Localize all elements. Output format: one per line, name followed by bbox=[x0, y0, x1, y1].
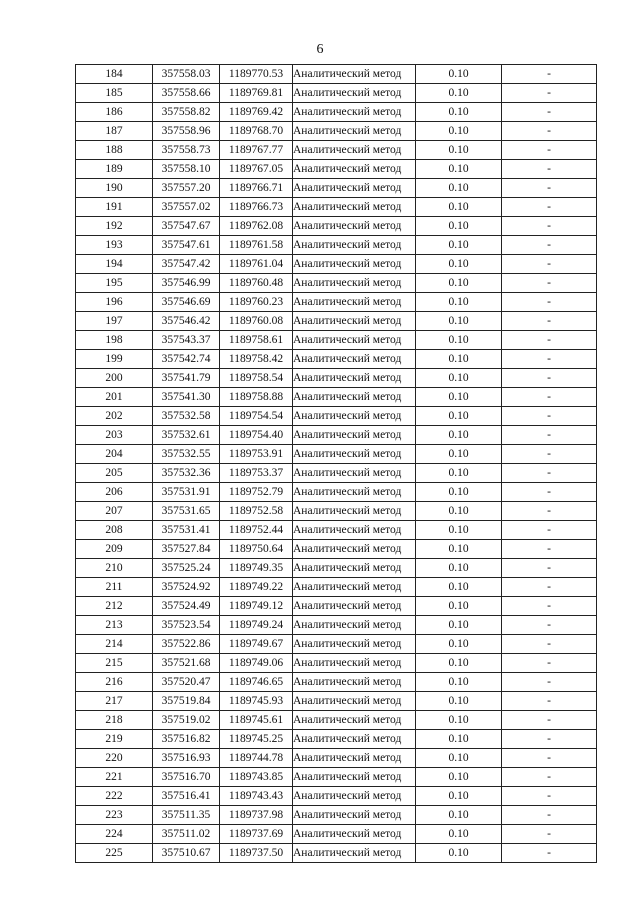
x-coordinate-cell: 357558.10 bbox=[153, 160, 220, 179]
accuracy-cell: 0.10 bbox=[416, 483, 502, 502]
x-coordinate-cell: 357523.54 bbox=[153, 616, 220, 635]
method-cell: Аналитический метод bbox=[293, 407, 416, 426]
method-cell: Аналитический метод bbox=[293, 844, 416, 863]
point-number-cell: 215 bbox=[76, 654, 153, 673]
table-row bbox=[76, 426, 597, 445]
method-cell: Аналитический метод bbox=[293, 122, 416, 141]
accuracy-cell: 0.10 bbox=[416, 711, 502, 730]
note-cell: - bbox=[502, 483, 597, 502]
point-number-cell: 223 bbox=[76, 806, 153, 825]
table-row bbox=[76, 293, 597, 312]
point-number-cell: 207 bbox=[76, 502, 153, 521]
table-row bbox=[76, 825, 597, 844]
x-coordinate-cell: 357546.42 bbox=[153, 312, 220, 331]
x-coordinate-cell: 357516.93 bbox=[153, 749, 220, 768]
method-cell: Аналитический метод bbox=[293, 445, 416, 464]
method-cell: Аналитический метод bbox=[293, 768, 416, 787]
accuracy-cell: 0.10 bbox=[416, 350, 502, 369]
note-cell: - bbox=[502, 559, 597, 578]
y-coordinate-cell: 1189760.48 bbox=[220, 274, 293, 293]
accuracy-cell: 0.10 bbox=[416, 426, 502, 445]
table-row bbox=[76, 521, 597, 540]
accuracy-cell: 0.10 bbox=[416, 255, 502, 274]
method-cell: Аналитический метод bbox=[293, 635, 416, 654]
method-cell: Аналитический метод bbox=[293, 597, 416, 616]
method-cell: Аналитический метод bbox=[293, 559, 416, 578]
point-number-cell: 220 bbox=[76, 749, 153, 768]
accuracy-cell: 0.10 bbox=[416, 749, 502, 768]
accuracy-cell: 0.10 bbox=[416, 768, 502, 787]
note-cell: - bbox=[502, 825, 597, 844]
y-coordinate-cell: 1189737.50 bbox=[220, 844, 293, 863]
table-row bbox=[76, 578, 597, 597]
y-coordinate-cell: 1189758.54 bbox=[220, 369, 293, 388]
point-number-cell: 212 bbox=[76, 597, 153, 616]
y-coordinate-cell: 1189737.98 bbox=[220, 806, 293, 825]
point-number-cell: 213 bbox=[76, 616, 153, 635]
point-number-cell: 192 bbox=[76, 217, 153, 236]
method-cell: Аналитический метод bbox=[293, 787, 416, 806]
point-number-cell: 201 bbox=[76, 388, 153, 407]
accuracy-cell: 0.10 bbox=[416, 635, 502, 654]
accuracy-cell: 0.10 bbox=[416, 787, 502, 806]
note-cell: - bbox=[502, 426, 597, 445]
y-coordinate-cell: 1189770.53 bbox=[220, 65, 293, 84]
y-coordinate-cell: 1189767.77 bbox=[220, 141, 293, 160]
method-cell: Аналитический метод bbox=[293, 502, 416, 521]
method-cell: Аналитический метод bbox=[293, 255, 416, 274]
point-number-cell: 196 bbox=[76, 293, 153, 312]
method-cell: Аналитический метод bbox=[293, 426, 416, 445]
table-row bbox=[76, 369, 597, 388]
point-number-cell: 188 bbox=[76, 141, 153, 160]
accuracy-cell: 0.10 bbox=[416, 141, 502, 160]
point-number-cell: 202 bbox=[76, 407, 153, 426]
point-number-cell: 194 bbox=[76, 255, 153, 274]
y-coordinate-cell: 1189749.06 bbox=[220, 654, 293, 673]
accuracy-cell: 0.10 bbox=[416, 806, 502, 825]
table-row bbox=[76, 597, 597, 616]
y-coordinate-cell: 1189754.54 bbox=[220, 407, 293, 426]
table-row bbox=[76, 635, 597, 654]
note-cell: - bbox=[502, 407, 597, 426]
table-row bbox=[76, 103, 597, 122]
table-row bbox=[76, 654, 597, 673]
x-coordinate-cell: 357511.02 bbox=[153, 825, 220, 844]
method-cell: Аналитический метод bbox=[293, 749, 416, 768]
y-coordinate-cell: 1189766.73 bbox=[220, 198, 293, 217]
x-coordinate-cell: 357558.82 bbox=[153, 103, 220, 122]
y-coordinate-cell: 1189761.58 bbox=[220, 236, 293, 255]
table-row bbox=[76, 350, 597, 369]
table-row bbox=[76, 160, 597, 179]
x-coordinate-cell: 357532.61 bbox=[153, 426, 220, 445]
note-cell: - bbox=[502, 844, 597, 863]
point-number-cell: 187 bbox=[76, 122, 153, 141]
y-coordinate-cell: 1189768.70 bbox=[220, 122, 293, 141]
x-coordinate-cell: 357558.03 bbox=[153, 65, 220, 84]
note-cell: - bbox=[502, 198, 597, 217]
point-number-cell: 199 bbox=[76, 350, 153, 369]
accuracy-cell: 0.10 bbox=[416, 616, 502, 635]
x-coordinate-cell: 357527.84 bbox=[153, 540, 220, 559]
note-cell: - bbox=[502, 730, 597, 749]
note-cell: - bbox=[502, 578, 597, 597]
note-cell: - bbox=[502, 274, 597, 293]
method-cell: Аналитический метод bbox=[293, 711, 416, 730]
y-coordinate-cell: 1189769.81 bbox=[220, 84, 293, 103]
table-row bbox=[76, 179, 597, 198]
x-coordinate-cell: 357531.65 bbox=[153, 502, 220, 521]
note-cell: - bbox=[502, 464, 597, 483]
accuracy-cell: 0.10 bbox=[416, 464, 502, 483]
x-coordinate-cell: 357558.73 bbox=[153, 141, 220, 160]
y-coordinate-cell: 1189749.12 bbox=[220, 597, 293, 616]
accuracy-cell: 0.10 bbox=[416, 540, 502, 559]
method-cell: Аналитический метод bbox=[293, 236, 416, 255]
method-cell: Аналитический метод bbox=[293, 350, 416, 369]
note-cell: - bbox=[502, 65, 597, 84]
note-cell: - bbox=[502, 103, 597, 122]
y-coordinate-cell: 1189752.44 bbox=[220, 521, 293, 540]
point-number-cell: 219 bbox=[76, 730, 153, 749]
table-row bbox=[76, 236, 597, 255]
table-row bbox=[76, 407, 597, 426]
point-number-cell: 211 bbox=[76, 578, 153, 597]
method-cell: Аналитический метод bbox=[293, 160, 416, 179]
note-cell: - bbox=[502, 654, 597, 673]
accuracy-cell: 0.10 bbox=[416, 502, 502, 521]
x-coordinate-cell: 357546.69 bbox=[153, 293, 220, 312]
x-coordinate-cell: 357547.42 bbox=[153, 255, 220, 274]
x-coordinate-cell: 357511.35 bbox=[153, 806, 220, 825]
point-number-cell: 216 bbox=[76, 673, 153, 692]
accuracy-cell: 0.10 bbox=[416, 730, 502, 749]
point-number-cell: 214 bbox=[76, 635, 153, 654]
x-coordinate-cell: 357516.82 bbox=[153, 730, 220, 749]
method-cell: Аналитический метод bbox=[293, 198, 416, 217]
note-cell: - bbox=[502, 255, 597, 274]
accuracy-cell: 0.10 bbox=[416, 844, 502, 863]
point-number-cell: 205 bbox=[76, 464, 153, 483]
y-coordinate-cell: 1189766.71 bbox=[220, 179, 293, 198]
point-number-cell: 203 bbox=[76, 426, 153, 445]
accuracy-cell: 0.10 bbox=[416, 692, 502, 711]
y-coordinate-cell: 1189749.67 bbox=[220, 635, 293, 654]
note-cell: - bbox=[502, 445, 597, 464]
y-coordinate-cell: 1189749.35 bbox=[220, 559, 293, 578]
accuracy-cell: 0.10 bbox=[416, 597, 502, 616]
x-coordinate-cell: 357521.68 bbox=[153, 654, 220, 673]
note-cell: - bbox=[502, 521, 597, 540]
coordinates-table bbox=[75, 64, 597, 863]
accuracy-cell: 0.10 bbox=[416, 407, 502, 426]
note-cell: - bbox=[502, 312, 597, 331]
table-row bbox=[76, 331, 597, 350]
point-number-cell: 186 bbox=[76, 103, 153, 122]
table-row bbox=[76, 312, 597, 331]
y-coordinate-cell: 1189745.61 bbox=[220, 711, 293, 730]
method-cell: Аналитический метод bbox=[293, 369, 416, 388]
method-cell: Аналитический метод bbox=[293, 616, 416, 635]
y-coordinate-cell: 1189758.42 bbox=[220, 350, 293, 369]
accuracy-cell: 0.10 bbox=[416, 559, 502, 578]
accuracy-cell: 0.10 bbox=[416, 312, 502, 331]
note-cell: - bbox=[502, 806, 597, 825]
x-coordinate-cell: 357558.66 bbox=[153, 84, 220, 103]
point-number-cell: 193 bbox=[76, 236, 153, 255]
y-coordinate-cell: 1189749.22 bbox=[220, 578, 293, 597]
accuracy-cell: 0.10 bbox=[416, 274, 502, 293]
accuracy-cell: 0.10 bbox=[416, 84, 502, 103]
accuracy-cell: 0.10 bbox=[416, 236, 502, 255]
x-coordinate-cell: 357531.91 bbox=[153, 483, 220, 502]
x-coordinate-cell: 357542.74 bbox=[153, 350, 220, 369]
note-cell: - bbox=[502, 369, 597, 388]
table-row bbox=[76, 787, 597, 806]
y-coordinate-cell: 1189746.65 bbox=[220, 673, 293, 692]
note-cell: - bbox=[502, 616, 597, 635]
table-row bbox=[76, 673, 597, 692]
point-number-cell: 195 bbox=[76, 274, 153, 293]
table-row bbox=[76, 84, 597, 103]
table-row bbox=[76, 749, 597, 768]
point-number-cell: 197 bbox=[76, 312, 153, 331]
y-coordinate-cell: 1189752.79 bbox=[220, 483, 293, 502]
table-row bbox=[76, 217, 597, 236]
note-cell: - bbox=[502, 787, 597, 806]
method-cell: Аналитический метод bbox=[293, 388, 416, 407]
point-number-cell: 208 bbox=[76, 521, 153, 540]
point-number-cell: 204 bbox=[76, 445, 153, 464]
y-coordinate-cell: 1189767.05 bbox=[220, 160, 293, 179]
y-coordinate-cell: 1189744.78 bbox=[220, 749, 293, 768]
point-number-cell: 210 bbox=[76, 559, 153, 578]
y-coordinate-cell: 1189743.43 bbox=[220, 787, 293, 806]
table-row bbox=[76, 274, 597, 293]
y-coordinate-cell: 1189760.08 bbox=[220, 312, 293, 331]
note-cell: - bbox=[502, 179, 597, 198]
note-cell: - bbox=[502, 236, 597, 255]
method-cell: Аналитический метод bbox=[293, 654, 416, 673]
table-row bbox=[76, 141, 597, 160]
point-number-cell: 191 bbox=[76, 198, 153, 217]
x-coordinate-cell: 357520.47 bbox=[153, 673, 220, 692]
y-coordinate-cell: 1189762.08 bbox=[220, 217, 293, 236]
x-coordinate-cell: 357541.30 bbox=[153, 388, 220, 407]
y-coordinate-cell: 1189745.93 bbox=[220, 692, 293, 711]
accuracy-cell: 0.10 bbox=[416, 369, 502, 388]
point-number-cell: 224 bbox=[76, 825, 153, 844]
x-coordinate-cell: 357543.37 bbox=[153, 331, 220, 350]
point-number-cell: 222 bbox=[76, 787, 153, 806]
method-cell: Аналитический метод bbox=[293, 274, 416, 293]
table-row bbox=[76, 445, 597, 464]
x-coordinate-cell: 357546.99 bbox=[153, 274, 220, 293]
y-coordinate-cell: 1189760.23 bbox=[220, 293, 293, 312]
x-coordinate-cell: 357547.67 bbox=[153, 217, 220, 236]
table-row bbox=[76, 65, 597, 84]
y-coordinate-cell: 1189753.91 bbox=[220, 445, 293, 464]
method-cell: Аналитический метод bbox=[293, 103, 416, 122]
x-coordinate-cell: 357519.84 bbox=[153, 692, 220, 711]
table-row bbox=[76, 711, 597, 730]
accuracy-cell: 0.10 bbox=[416, 578, 502, 597]
point-number-cell: 185 bbox=[76, 84, 153, 103]
y-coordinate-cell: 1189743.85 bbox=[220, 768, 293, 787]
method-cell: Аналитический метод bbox=[293, 483, 416, 502]
y-coordinate-cell: 1189745.25 bbox=[220, 730, 293, 749]
accuracy-cell: 0.10 bbox=[416, 673, 502, 692]
table-row bbox=[76, 464, 597, 483]
table-row bbox=[76, 483, 597, 502]
table-row bbox=[76, 540, 597, 559]
method-cell: Аналитический метод bbox=[293, 806, 416, 825]
method-cell: Аналитический метод bbox=[293, 540, 416, 559]
y-coordinate-cell: 1189753.37 bbox=[220, 464, 293, 483]
method-cell: Аналитический метод bbox=[293, 217, 416, 236]
note-cell: - bbox=[502, 749, 597, 768]
x-coordinate-cell: 357557.20 bbox=[153, 179, 220, 198]
x-coordinate-cell: 357524.49 bbox=[153, 597, 220, 616]
note-cell: - bbox=[502, 673, 597, 692]
accuracy-cell: 0.10 bbox=[416, 198, 502, 217]
y-coordinate-cell: 1189758.88 bbox=[220, 388, 293, 407]
y-coordinate-cell: 1189761.04 bbox=[220, 255, 293, 274]
point-number-cell: 217 bbox=[76, 692, 153, 711]
note-cell: - bbox=[502, 217, 597, 236]
point-number-cell: 209 bbox=[76, 540, 153, 559]
x-coordinate-cell: 357516.41 bbox=[153, 787, 220, 806]
table-row bbox=[76, 559, 597, 578]
x-coordinate-cell: 357519.02 bbox=[153, 711, 220, 730]
note-cell: - bbox=[502, 122, 597, 141]
point-number-cell: 218 bbox=[76, 711, 153, 730]
y-coordinate-cell: 1189750.64 bbox=[220, 540, 293, 559]
point-number-cell: 184 bbox=[76, 65, 153, 84]
method-cell: Аналитический метод bbox=[293, 673, 416, 692]
method-cell: Аналитический метод bbox=[293, 578, 416, 597]
x-coordinate-cell: 357557.02 bbox=[153, 198, 220, 217]
method-cell: Аналитический метод bbox=[293, 312, 416, 331]
accuracy-cell: 0.10 bbox=[416, 179, 502, 198]
method-cell: Аналитический метод bbox=[293, 293, 416, 312]
table-row bbox=[76, 730, 597, 749]
table-row bbox=[76, 198, 597, 217]
accuracy-cell: 0.10 bbox=[416, 122, 502, 141]
table-row bbox=[76, 255, 597, 274]
note-cell: - bbox=[502, 84, 597, 103]
note-cell: - bbox=[502, 597, 597, 616]
y-coordinate-cell: 1189754.40 bbox=[220, 426, 293, 445]
note-cell: - bbox=[502, 768, 597, 787]
method-cell: Аналитический метод bbox=[293, 65, 416, 84]
table-row bbox=[76, 692, 597, 711]
note-cell: - bbox=[502, 160, 597, 179]
y-coordinate-cell: 1189737.69 bbox=[220, 825, 293, 844]
method-cell: Аналитический метод bbox=[293, 521, 416, 540]
accuracy-cell: 0.10 bbox=[416, 217, 502, 236]
method-cell: Аналитический метод bbox=[293, 825, 416, 844]
table-row bbox=[76, 768, 597, 787]
point-number-cell: 189 bbox=[76, 160, 153, 179]
x-coordinate-cell: 357532.36 bbox=[153, 464, 220, 483]
method-cell: Аналитический метод bbox=[293, 464, 416, 483]
note-cell: - bbox=[502, 711, 597, 730]
x-coordinate-cell: 357525.24 bbox=[153, 559, 220, 578]
note-cell: - bbox=[502, 635, 597, 654]
table-row bbox=[76, 388, 597, 407]
point-number-cell: 190 bbox=[76, 179, 153, 198]
x-coordinate-cell: 357558.96 bbox=[153, 122, 220, 141]
accuracy-cell: 0.10 bbox=[416, 445, 502, 464]
accuracy-cell: 0.10 bbox=[416, 388, 502, 407]
x-coordinate-cell: 357531.41 bbox=[153, 521, 220, 540]
method-cell: Аналитический метод bbox=[293, 141, 416, 160]
method-cell: Аналитический метод bbox=[293, 692, 416, 711]
accuracy-cell: 0.10 bbox=[416, 521, 502, 540]
point-number-cell: 206 bbox=[76, 483, 153, 502]
x-coordinate-cell: 357510.67 bbox=[153, 844, 220, 863]
table-row bbox=[76, 122, 597, 141]
accuracy-cell: 0.10 bbox=[416, 825, 502, 844]
accuracy-cell: 0.10 bbox=[416, 103, 502, 122]
note-cell: - bbox=[502, 502, 597, 521]
table-row bbox=[76, 844, 597, 863]
method-cell: Аналитический метод bbox=[293, 179, 416, 198]
y-coordinate-cell: 1189752.58 bbox=[220, 502, 293, 521]
x-coordinate-cell: 357522.86 bbox=[153, 635, 220, 654]
table-row bbox=[76, 502, 597, 521]
accuracy-cell: 0.10 bbox=[416, 293, 502, 312]
page-number: 6 bbox=[316, 42, 324, 57]
point-number-cell: 225 bbox=[76, 844, 153, 863]
point-number-cell: 200 bbox=[76, 369, 153, 388]
y-coordinate-cell: 1189769.42 bbox=[220, 103, 293, 122]
note-cell: - bbox=[502, 331, 597, 350]
table-body bbox=[76, 65, 597, 863]
note-cell: - bbox=[502, 388, 597, 407]
method-cell: Аналитический метод bbox=[293, 331, 416, 350]
table-row bbox=[76, 806, 597, 825]
y-coordinate-cell: 1189758.61 bbox=[220, 331, 293, 350]
note-cell: - bbox=[502, 692, 597, 711]
note-cell: - bbox=[502, 540, 597, 559]
accuracy-cell: 0.10 bbox=[416, 160, 502, 179]
accuracy-cell: 0.10 bbox=[416, 654, 502, 673]
x-coordinate-cell: 357547.61 bbox=[153, 236, 220, 255]
table-row bbox=[76, 616, 597, 635]
x-coordinate-cell: 357516.70 bbox=[153, 768, 220, 787]
x-coordinate-cell: 357541.79 bbox=[153, 369, 220, 388]
point-number-cell: 221 bbox=[76, 768, 153, 787]
accuracy-cell: 0.10 bbox=[416, 65, 502, 84]
note-cell: - bbox=[502, 293, 597, 312]
x-coordinate-cell: 357532.58 bbox=[153, 407, 220, 426]
point-number-cell: 198 bbox=[76, 331, 153, 350]
note-cell: - bbox=[502, 141, 597, 160]
note-cell: - bbox=[502, 350, 597, 369]
method-cell: Аналитический метод bbox=[293, 84, 416, 103]
x-coordinate-cell: 357524.92 bbox=[153, 578, 220, 597]
accuracy-cell: 0.10 bbox=[416, 331, 502, 350]
method-cell: Аналитический метод bbox=[293, 730, 416, 749]
x-coordinate-cell: 357532.55 bbox=[153, 445, 220, 464]
y-coordinate-cell: 1189749.24 bbox=[220, 616, 293, 635]
